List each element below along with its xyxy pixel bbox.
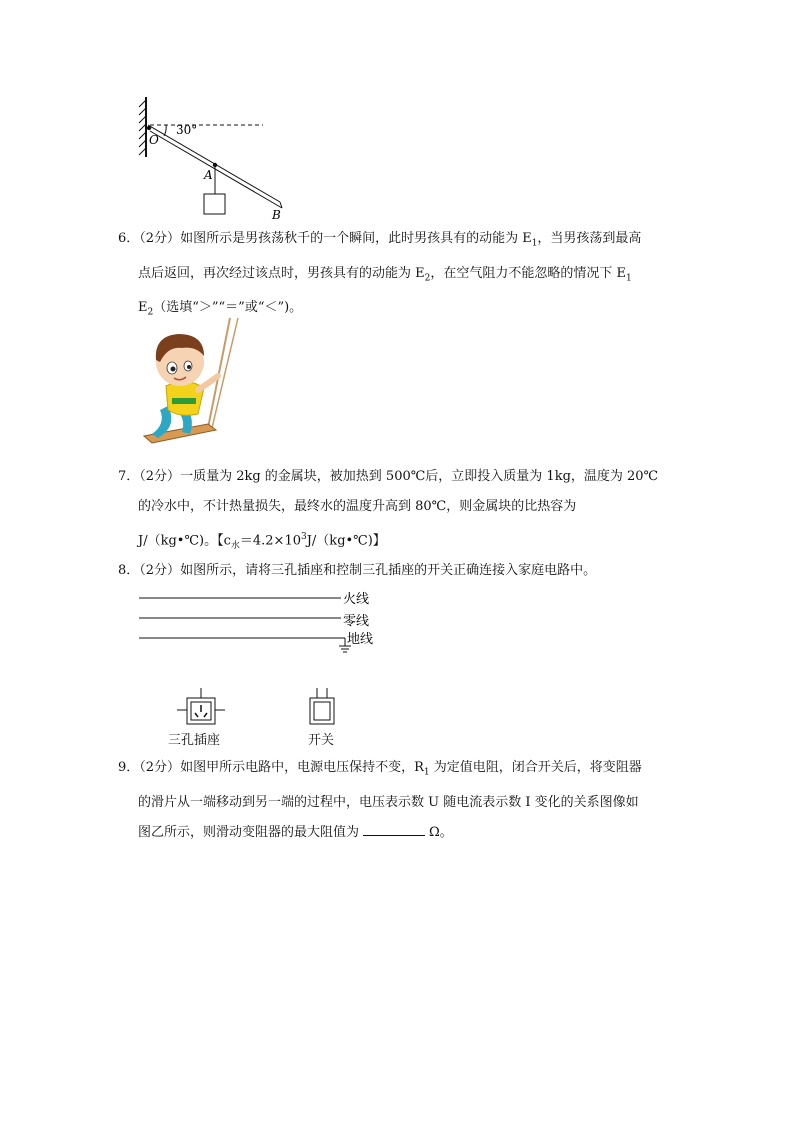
angle-label: 30°	[176, 123, 198, 137]
q8-score: （2分）	[139, 563, 181, 578]
q6-score: （2分）	[139, 231, 181, 246]
q9-line3-end: Ω。	[429, 824, 453, 840]
q7-score: （2分）	[139, 469, 181, 484]
q9-line1: 如图甲所示电路中，电源电压保持不变，R	[180, 760, 424, 775]
q6-line1-sub: 1	[531, 238, 538, 249]
q9-line2: 的滑片从一端移动到另一端的过程中，电压表示数 U 随电流表示数 I 变化的关系图像如	[138, 794, 639, 810]
question-8	[118, 556, 678, 586]
switch-label: 开关	[308, 733, 335, 748]
q6-line2-end: ，在空气阻力不能忽略的情况下 E	[430, 265, 626, 281]
socket-label: 三孔插座	[168, 733, 221, 748]
q6-line1: 如图所示是男孩荡秋千的一个瞬间，此时男孩具有的动能为 E	[180, 231, 532, 246]
wire-neutral-label: 零线	[343, 614, 370, 629]
swing-boy-illustration	[138, 316, 248, 446]
q6-line2-sub2: 1	[625, 273, 632, 284]
q9-line1-sub: 1	[423, 767, 430, 778]
q9-line3: 图乙所示，则滑动变阻器的最大阻值为	[138, 824, 360, 840]
switch-icon	[310, 688, 334, 724]
question-9	[118, 753, 678, 848]
q7-line3-start: J/（kg•℃)。【c	[138, 533, 231, 549]
q6-line3-sub: 2	[147, 307, 154, 318]
q9-score: （2分）	[139, 760, 181, 775]
q7-line2: 的冷水中，不计热量损失，最终水的温度升高到 80℃，则金属块的比热容为	[138, 499, 577, 514]
wire-live-label: 火线	[343, 592, 370, 607]
lever-figure	[130, 92, 300, 222]
q6-line2: 点后返回，再次经过该点时，男孩具有的动能为 E	[138, 265, 425, 281]
q9-number: 9．	[118, 760, 140, 775]
q6-line2-sub: 2	[424, 273, 431, 284]
question-6	[118, 224, 678, 328]
q6-number: 6．	[118, 231, 140, 246]
q8-number: 8．	[118, 563, 140, 578]
answer-blank[interactable]	[363, 821, 425, 836]
q7-number: 7．	[118, 469, 140, 484]
q6-line3-end: （选填“＞”“＝”或“＜”)。	[153, 300, 303, 316]
q7-line3-end: J/（kg•℃)】	[306, 533, 386, 549]
question-7	[118, 462, 678, 561]
point-a-label: A	[204, 168, 213, 182]
wire-ground-label: 地线	[347, 632, 374, 647]
q8-text: 如图所示，请将三孔插座和控制三孔插座的开关正确连接入家庭电路中。	[180, 563, 597, 578]
three-hole-socket-icon	[177, 688, 225, 724]
point-b-label: B	[272, 208, 281, 222]
q7-line3-sup: 3	[300, 532, 307, 542]
q6-line3-start: E	[138, 300, 148, 316]
pivot-label: O	[149, 133, 159, 147]
q9-line1-end: 为定值电阻，闭合开关后，将变阻器	[429, 760, 642, 775]
q7-line1: 一质量为 2kg 的金属块，被加热到 500℃后，立即投入质量为 1kg，温度为 20℃	[180, 469, 659, 484]
q7-line3-mid: ＝4.2×10	[239, 533, 301, 549]
q6-line1-end: ，当男孩荡到最高	[537, 231, 642, 246]
household-circuit-figure	[135, 588, 395, 748]
q7-line3-sub: 水	[230, 540, 240, 551]
